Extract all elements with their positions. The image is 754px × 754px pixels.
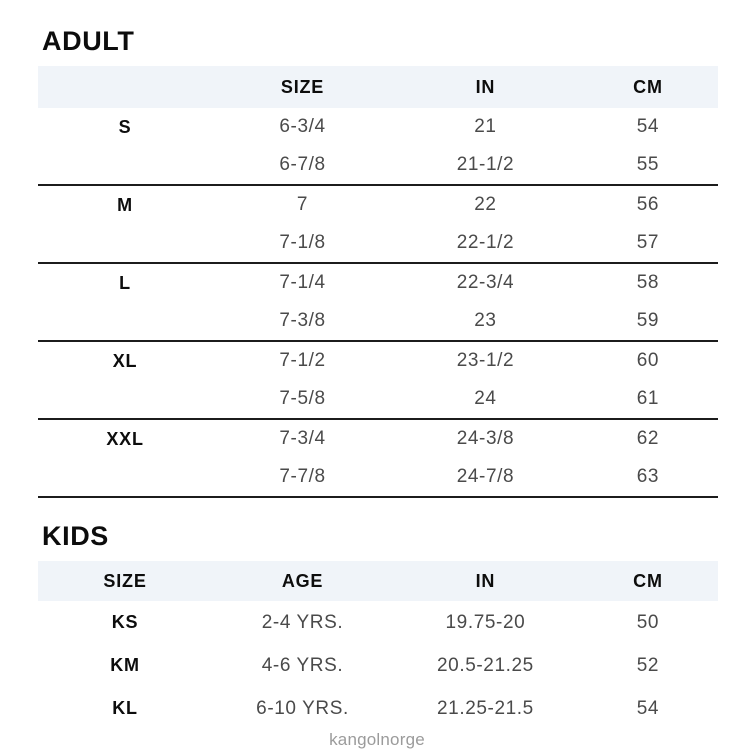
cm-value: 57 (636, 232, 660, 253)
size-value: 7-1/8 (279, 232, 326, 253)
table-row (38, 146, 718, 184)
size-value: 7-5/8 (279, 388, 326, 409)
size-value: 7-7/8 (279, 466, 326, 487)
age-value: 2-4 YRS. (261, 611, 344, 633)
size-label: S (118, 116, 132, 137)
inches-value: 22 (474, 194, 497, 215)
size-value: 6-7/8 (279, 154, 326, 175)
adult-section-title: ADULT (42, 26, 135, 56)
cm-value: 54 (636, 116, 660, 137)
size-label: XXL (106, 428, 144, 449)
table-row (38, 420, 718, 458)
cm-value: 56 (636, 194, 660, 215)
table-row (38, 601, 718, 644)
table-row (38, 302, 718, 340)
inches-value: 22-3/4 (456, 272, 515, 293)
cm-value: 60 (636, 350, 660, 371)
cm-value: 61 (636, 388, 660, 409)
kids-table-header-row (38, 561, 718, 601)
size-label: KS (111, 612, 139, 632)
adult-size-table (38, 66, 718, 498)
kids-section-title: KIDS (42, 521, 109, 551)
size-label: XL (112, 350, 138, 371)
inches-value: 24 (474, 388, 497, 409)
table-row (38, 458, 718, 496)
adult-size-group-s (38, 108, 718, 186)
inches-value: 19.75-20 (445, 611, 526, 633)
inches-value: 24-7/8 (456, 466, 515, 487)
kids-column-header-age: AGE (281, 570, 324, 591)
adult-column-header-cm: CM (633, 76, 663, 97)
adult-size-group-xl (38, 342, 718, 420)
table-row (38, 224, 718, 262)
kids-column-header-size: SIZE (103, 570, 147, 591)
table-row (38, 380, 718, 418)
size-label: KM (110, 655, 140, 675)
inches-value: 22-1/2 (456, 232, 515, 253)
brand-watermark: kangolnorge (329, 730, 425, 749)
adult-size-group-xxl (38, 420, 718, 498)
size-value: 7-3/4 (279, 428, 326, 449)
adult-column-header-in: IN (475, 76, 496, 97)
size-value: 6-3/4 (279, 116, 326, 137)
kids-column-header-in: IN (475, 570, 496, 591)
cm-value: 59 (636, 310, 660, 331)
age-value: 4-6 YRS. (261, 654, 344, 676)
table-row (38, 644, 718, 687)
table-row (38, 687, 718, 730)
inches-value: 24-3/8 (456, 428, 515, 449)
inches-value: 21.25-21.5 (437, 697, 534, 719)
cm-value: 62 (636, 428, 660, 449)
adult-size-group-m (38, 186, 718, 264)
adult-table-header-row (38, 66, 718, 108)
cm-value: 52 (636, 654, 660, 676)
size-value: 7 (296, 194, 309, 215)
cm-value: 54 (636, 697, 660, 719)
size-label: KL (112, 698, 138, 718)
adult-size-group-l (38, 264, 718, 342)
inches-value: 23-1/2 (456, 350, 515, 371)
size-value: 7-1/2 (279, 350, 326, 371)
size-label: M (117, 194, 133, 215)
cm-value: 63 (636, 466, 660, 487)
table-row (38, 108, 718, 146)
size-value: 7-3/8 (279, 310, 326, 331)
table-row (38, 264, 718, 302)
size-value: 7-1/4 (279, 272, 326, 293)
adult-column-header-size: SIZE (280, 76, 325, 97)
inches-value: 20.5-21.25 (437, 654, 534, 676)
cm-value: 50 (636, 611, 660, 633)
inches-value: 21 (474, 116, 497, 137)
cm-value: 58 (636, 272, 660, 293)
inches-value: 23 (474, 310, 497, 331)
kids-size-table (38, 561, 718, 730)
cm-value: 55 (636, 154, 660, 175)
table-row (38, 186, 718, 224)
kids-column-header-cm: CM (633, 570, 663, 591)
table-row (38, 342, 718, 380)
size-label: L (119, 272, 131, 293)
inches-value: 21-1/2 (456, 154, 515, 175)
age-value: 6-10 YRS. (256, 697, 349, 719)
